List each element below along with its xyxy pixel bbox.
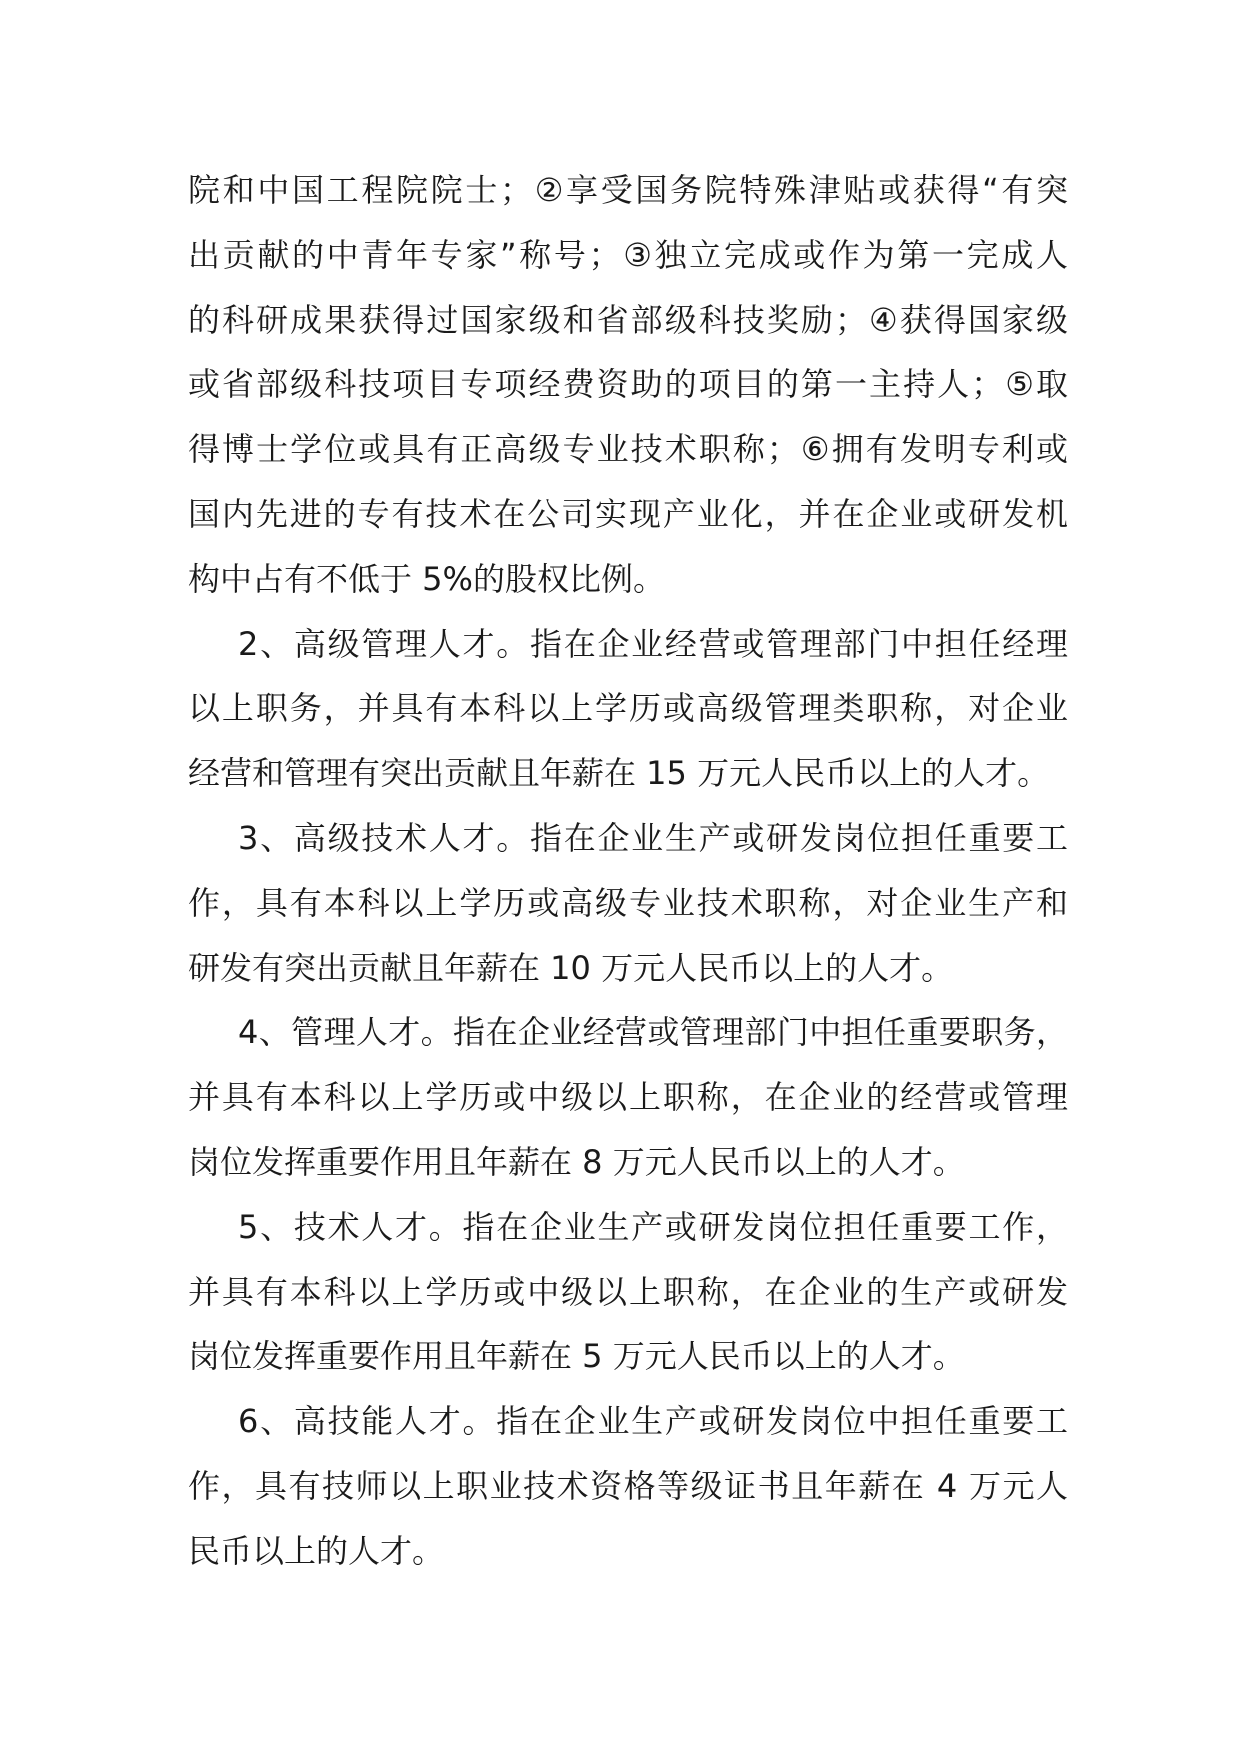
text-line: 国内先进的专有技术在公司实现产业化，并在企业或研发机 bbox=[188, 494, 1068, 533]
document-body bbox=[188, 158, 1068, 1584]
text-line: 6、高技能人才。指在企业生产或研发岗位中担任重要工 bbox=[238, 1402, 1068, 1441]
paragraph-2-senior-management-talent bbox=[188, 612, 1068, 806]
text-line: 经营和管理有突出贡献且年薪在 15 万元人民币以上的人才。 bbox=[188, 754, 1050, 793]
paragraph-6-high-skill-talent bbox=[188, 1389, 1068, 1583]
text-line: 出贡献的中青年专家”称号；③独立完成或作为第一完成人 bbox=[188, 235, 1068, 274]
text-line: 民币以上的人才。 bbox=[188, 1531, 445, 1570]
paragraph-5-technical-talent bbox=[188, 1195, 1068, 1389]
text-line: 或省部级科技项目专项经费资助的项目的第一主持人；⑤取 bbox=[188, 365, 1068, 404]
text-line: 构中占有不低于 5%的股权比例。 bbox=[188, 559, 665, 598]
text-line: 的科研成果获得过国家级和省部级科技奖励；④获得国家级 bbox=[188, 300, 1068, 339]
text-line: 并具有本科以上学历或中级以上职称，在企业的生产或研发 bbox=[188, 1272, 1068, 1311]
text-line: 院和中国工程院院士；②享受国务院特殊津贴或获得“有突 bbox=[188, 171, 1068, 209]
text-line: 作，具有技师以上职业技术资格等级证书且年薪在 4 万元人 bbox=[188, 1466, 1068, 1505]
text-line: 岗位发挥重要作用且年薪在 8 万元人民币以上的人才。 bbox=[188, 1142, 965, 1181]
text-line: 岗位发挥重要作用且年薪在 5 万元人民币以上的人才。 bbox=[188, 1337, 965, 1376]
text-line: 得博士学位或具有正高级专业技术职称；⑥拥有发明专利或 bbox=[188, 430, 1068, 469]
paragraph-3-senior-technical-talent bbox=[188, 806, 1068, 1000]
text-line: 3、高级技术人才。指在企业生产或研发岗位担任重要工 bbox=[238, 818, 1068, 857]
text-line: 并具有本科以上学历或中级以上职称，在企业的经营或管理 bbox=[188, 1078, 1068, 1117]
text-line: 以上职务，并具有本科以上学历或高级管理类职称，对企业 bbox=[188, 689, 1068, 728]
text-line: 作，具有本科以上学历或高级专业技术职称，对企业生产和 bbox=[188, 883, 1068, 922]
text-line: 5、技术人才。指在企业生产或研发岗位担任重要工作， bbox=[238, 1207, 1068, 1246]
text-line: 4、管理人才。指在企业经营或管理部门中担任重要职务， bbox=[238, 1013, 1068, 1052]
text-line: 研发有突出贡献且年薪在 10 万元人民币以上的人才。 bbox=[188, 948, 954, 987]
text-line: 2、高级管理人才。指在企业经营或管理部门中担任经理 bbox=[238, 624, 1068, 663]
paragraph-1 bbox=[188, 158, 1068, 612]
paragraph-4-management-talent bbox=[188, 1000, 1068, 1194]
